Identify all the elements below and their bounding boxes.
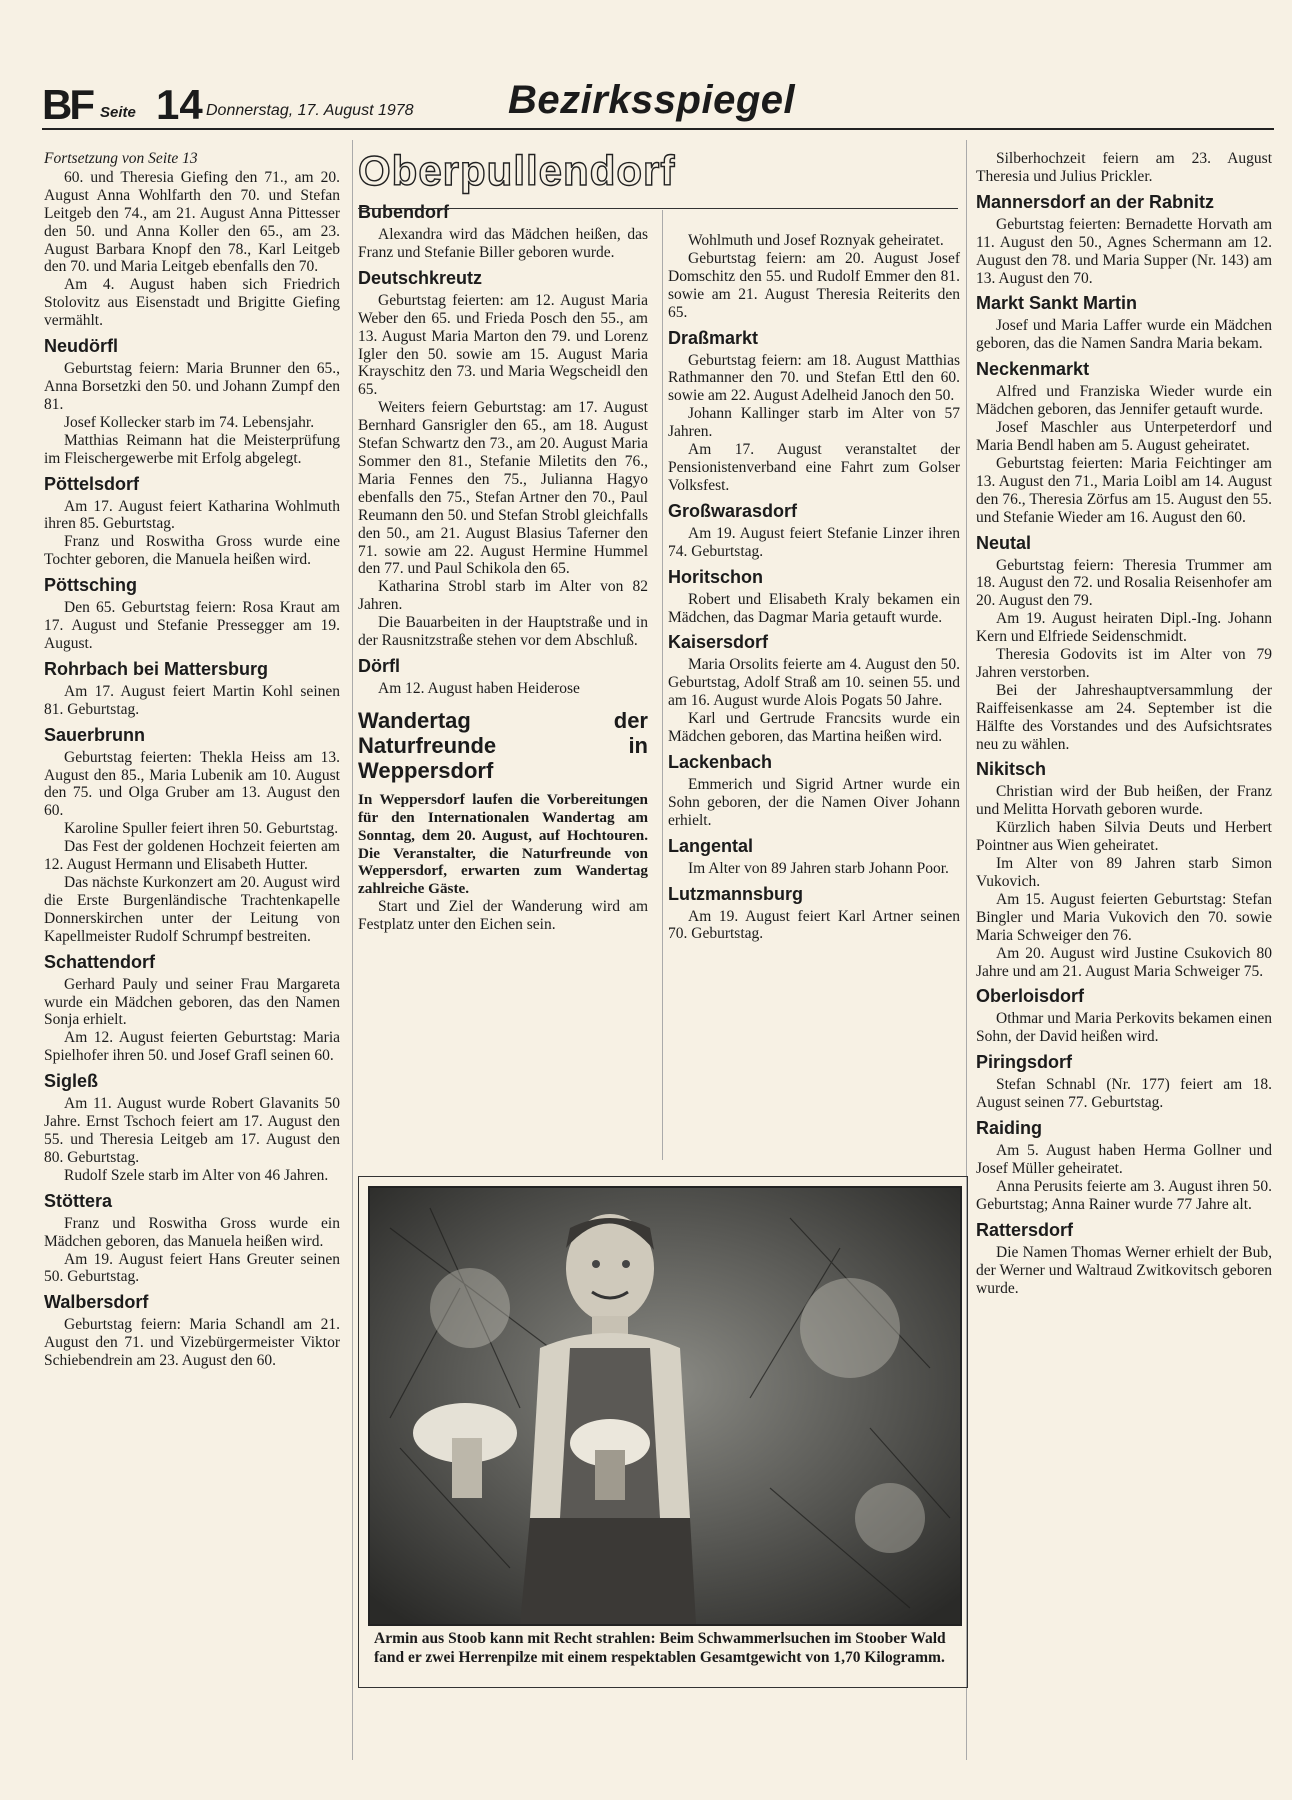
col2-sections	[358, 202, 648, 698]
paragraph: Christian wird der Bub heißen, der Franz und Melitta Horvath geboren wurde.	[976, 783, 1272, 819]
column-1	[44, 150, 340, 1370]
place-heading: Lutzmannsburg	[668, 883, 803, 904]
place-heading: Sigleß	[44, 1071, 99, 1092]
place-heading: Neudörfl	[44, 336, 118, 357]
col1-intro	[44, 169, 340, 330]
paragraph: Karl und Gertrude Francsits wurde ein Mädchen geboren, das Martina heißen wird.	[668, 710, 960, 746]
place-heading: Lackenbach	[668, 751, 773, 772]
place-heading: Dörfl	[358, 655, 400, 676]
paragraph: Den 65. Geburtstag feiern: Rosa Kraut am 17. August und Stefanie Pressegger am 19. August.	[44, 599, 340, 652]
paragraph: Am 20. August wird Justine Csukovich 80 Jahre und am 21. August Maria Schweiger 75.	[976, 944, 1272, 980]
paragraph: Robert und Elisabeth Kraly bekamen ein Mädchen, das Dagmar Maria getauft wurde.	[668, 590, 960, 626]
paragraph: Am 4. August haben sich Friedrich Stolovitz aus Eisenstadt und Brigitte Giefing vermählt.	[44, 276, 340, 330]
paragraph: Am 11. August wurde Robert Glavanits 50 Jahre. Ernst Tschoch feiert am 17. August den 55. und Theresia Leitgeb am 17. August den 80. Geburtstag.	[44, 1095, 340, 1166]
place-heading: Rattersdorf	[976, 1219, 1074, 1240]
place-heading: Raiding	[976, 1118, 1042, 1139]
issue-date: Donnerstag, 17. August 1978	[206, 102, 414, 119]
paragraph: Geburtstag feiern: am 18. August Matthias Rathmanner den 70. und Stefan Ettl den 60. sowie am 22. August Adelheid Janoch den 50.	[668, 351, 960, 405]
paragraph: Alfred und Franziska Wieder wurde ein Mädchen geboren, das Jennifer getauft wurde.	[976, 383, 1272, 419]
article-headline: Wandertag der Naturfreunde in Weppersdorf	[358, 707, 648, 783]
paragraph: Im Alter von 89 Jahren starb Johann Poor.	[688, 859, 949, 877]
place-heading: Rohrbach bei Mattersburg	[44, 658, 269, 679]
paragraph: Am 12. August feierten Geburtstag: Maria Spielhofer ihren 50. und Josef Grafl seinen 60.	[44, 1029, 340, 1065]
place-heading: Bubendorf	[358, 202, 449, 222]
section-title: Bezirksspiegel	[508, 78, 796, 122]
paragraph: Stefan Schnabl (Nr. 177) feiert am 18. August seinen 77. Geburtstag.	[976, 1076, 1272, 1112]
place-heading: Langental	[668, 835, 754, 856]
paragraph: Geburtstag feierten: Thekla Heiss am 13. August den 85., Maria Lubenik am 10. August den 75. und Olga Gruber am 13. August den 60.	[44, 748, 340, 820]
paragraph: Theresia Godovits ist im Alter von 79 Jahren verstorben.	[976, 646, 1272, 681]
paragraph: Das Fest der goldenen Hochzeit feierten am 12. August Hermann und Elisabeth Hutter.	[44, 838, 340, 874]
place-heading: Pöttsching	[44, 575, 137, 596]
paragraph: Othmar und Maria Perkovits bekamen einen Sohn, der David heißen wird.	[976, 1010, 1272, 1046]
place-heading: Neutal	[976, 532, 1032, 553]
paragraph: 60. und Theresia Giefing den 71., am 20. August Anna Wohlfarth den 70. und Stefan Leitgeb den 74., am 21. August Anna Pittesser den 50. und Anna Koller den 65., am 23. August Barbara Knopf den 78., Karl Leitgeb den 70. und Maria Leitgeb ebenfalls den 70.	[44, 168, 340, 276]
place-heading: Horitschon	[668, 566, 764, 587]
paragraph: Das nächste Kurkonzert am 20. August wird die Erste Burgenländische Trachtenkapelle Donnerskirchen unter der Leitung von Kapellmeister Rudolf Schrumpf bestreiten.	[44, 874, 340, 945]
photo-caption: Armin aus Stoob kann mit Recht strahlen: Beim Schwammerlsuchen im Stoober Wald fand er zwei Herrenpilze mit einem respektablen Gesamtgewicht von 1,70 Kilogramm.	[374, 1630, 946, 1666]
paragraph: Geburtstag feierten: am 12. August Maria Weber den 65. und Frieda Posch den 55., am 13. August Maria Marton den 79. und Lorenz Igler den 50. sowie am 15. August Maria Krayschitz den 73. und Maria Wegscheidl den 65.	[358, 291, 648, 399]
paragraph: Am 12. August haben Heiderose	[378, 679, 580, 697]
paragraph: Anna Perusits feierte am 3. August ihren 50. Geburtstag; Anna Rainer wurde 77 Jahre alt.	[976, 1177, 1272, 1213]
paragraph: Emmerich und Sigrid Artner wurde ein Sohn geboren, der die Namen Oiver Johann erhielt.	[668, 775, 960, 829]
paragraph: Rudolf Szele starb im Alter von 46 Jahren.	[64, 1166, 329, 1184]
paragraph: Katharina Strobl starb im Alter von 82 Jahren.	[358, 578, 648, 614]
place-heading: Sauerbrunn	[44, 724, 146, 745]
col1-sections	[44, 336, 340, 1370]
paragraph: Geburtstag feierten: Bernadette Horvath am 11. August den 50., Agnes Schermann am 12. August den 78. und Maria Supper (Nr. 143) am 13. August den 70.	[976, 215, 1272, 287]
paragraph: Im Alter von 89 Jahren starb Simon Vukovich.	[976, 855, 1272, 890]
place-heading: Walbersdorf	[44, 1292, 149, 1313]
region-title-rule	[358, 208, 958, 209]
article-lead: In Weppersdorf laufen die Vorbereitungen für den Internationalen Wandertag am Sonntag, dem 20. August, auf Hochtouren. Die Veranstalter, die Naturfreunde von Weppersdorf, erwarten zum Wandertag zahlreiche Gäste.	[358, 790, 648, 898]
paragraph: Johann Kallinger starb im Alter von 57 Jahren.	[668, 405, 960, 441]
paragraph: Die Bauarbeiten in der Hauptstraße und in der Rausnitzstraße stehen vor dem Abschluß.	[358, 614, 648, 650]
place-heading: Schattendorf	[44, 951, 156, 972]
paragraph: Die Namen Thomas Werner erhielt der Bub, der Werner und Waltraud Zwitkovitsch geboren wurde.	[976, 1243, 1272, 1297]
col4-sections	[976, 192, 1272, 1298]
paragraph: Matthias Reimann hat die Meisterprüfung im Fleischergewerbe mit Erfolg abgelegt.	[44, 431, 340, 467]
page-header	[42, 78, 1274, 130]
place-heading: Deutschkreutz	[358, 267, 483, 288]
article-body: Start und Ziel der Wanderung wird am Festplatz unter den Eichen sein.	[358, 898, 648, 934]
place-heading: Stöttera	[44, 1190, 113, 1211]
paragraph: Silberhochzeit feiern am 23. August Theresia und Julius Prickler.	[976, 150, 1272, 185]
paragraph: Geburtstag feierten: Maria Feichtinger am 13. August den 71., Maria Loibl am 14. August den 76., Theresia Zörfus am 15. August den 55. und Stefanie Wieder am 16. August den 60.	[976, 454, 1272, 526]
place-heading: Nikitsch	[976, 759, 1047, 780]
paragraph: Am 5. August haben Herma Gollner und Josef Müller geheiratet.	[976, 1142, 1272, 1177]
place-heading: Großwarasdorf	[668, 500, 798, 521]
place-heading: Draßmarkt	[668, 327, 759, 348]
paragraph: Am 19. August feiert Stefanie Linzer ihren 74. Geburtstag.	[668, 524, 960, 560]
paragraph: Am 19. August heiraten Dipl.-Ing. Johann Kern und Elfriede Seidenschmidt.	[976, 610, 1272, 646]
column-3	[668, 232, 960, 943]
photo-boy-with-mushrooms	[368, 1186, 962, 1626]
column-4	[976, 150, 1272, 1297]
paragraph: Maria Orsolits feierte am 4. August den 50. Geburtstag, Adolf Straß am 10. seinen 55. und am 16. August wurde Alois Pogats 50 Jahre.	[668, 656, 960, 710]
paragraph: Alexandra wird das Mädchen heißen, das Franz und Stefanie Biller geboren wurde.	[358, 226, 648, 261]
column-divider	[352, 140, 353, 1760]
page-label: Seite	[100, 104, 136, 121]
paragraph: Franz und Roswitha Gross wurde eine Tochter geboren, die Manuela heißen wird.	[44, 533, 340, 569]
continuation-note: Fortsetzung von Seite 13	[44, 150, 198, 167]
page-number: 14	[156, 81, 203, 128]
paragraph: Gerhard Pauly und seiner Frau Margareta wurde ein Mädchen geboren, das den Namen Sonja erhielt.	[44, 975, 340, 1029]
col3-sections	[668, 328, 960, 944]
paragraph: Am 17. August feiert Katharina Wohlmuth ihren 85. Geburtstag.	[44, 497, 340, 533]
paragraph: Geburtstag feiern: Maria Brunner den 65., Anna Borsetzki den 50. und Johann Zumpf den 81.	[44, 360, 340, 413]
place-heading: Kaisersdorf	[668, 632, 769, 653]
paragraph: Franz und Roswitha Gross wurde ein Mädchen geboren, das Manuela heißen wird.	[44, 1214, 340, 1250]
place-heading: Markt Sankt Martin	[976, 293, 1138, 314]
column-2	[358, 146, 676, 934]
paragraph: Josef Maschler aus Unterpeterdorf und Maria Bendl haben am 5. August geheiratet.	[976, 419, 1272, 454]
paragraph: Weiters feiern Geburtstag: am 17. August Bernhard Gansrigler den 65., am 18. August Stefan Schwartz den 73., am 20. August Maria Sommer den 81., Stefanie Miletits den 76., Maria Fennes den 75., Julianna Hagyo ebenfalls den 75., Stefan Artner den 70., Paul Reumann den 50. und Stefan Strobl gleichfalls den 50., am 21. August Blasius Taferner den 71. sowie am 22. August Hermine Hummel den 77. und Paul Schikola den 65.	[358, 399, 648, 578]
paragraph: Wohlmuth und Josef Roznyak geheiratet.	[688, 232, 944, 249]
column-divider	[662, 210, 663, 1160]
paragraph: Bei der Jahreshauptversammlung der Raiffeisenkasse am 24. September ist die Hälfte des Vorstandes und des Aufsichtsrates neu zu wählen.	[976, 681, 1272, 753]
paragraph: Josef Kollecker starb im 74. Lebensjahr.	[64, 413, 315, 431]
paragraph: Kürzlich haben Silvia Deuts und Herbert Pointner aus Wien geheiratet.	[976, 819, 1272, 855]
region-title: Oberpullendorf	[358, 147, 676, 194]
place-heading: Piringsdorf	[976, 1052, 1073, 1073]
newspaper-logo: BF	[42, 81, 92, 128]
place-heading: Pöttelsdorf	[44, 473, 140, 494]
paragraph: Geburtstag feiern: am 20. August Josef Domschitz den 55. und Rudolf Emmer den 81. sowie am 21. August Theresia Reiterits den 65.	[668, 249, 960, 321]
col4-intro	[976, 150, 1272, 186]
paragraph: Am 17. August veranstaltet der Pensionistenverband eine Fahrt zum Golser Volksfest.	[668, 441, 960, 494]
paragraph: Am 17. August feiert Martin Kohl seinen 81. Geburtstag.	[44, 682, 340, 718]
paragraph: Am 19. August feiert Hans Greuter seinen 50. Geburtstag.	[44, 1250, 340, 1286]
paragraph: Geburtstag feiern: Maria Schandl am 21. August den 71. und Vizebürgermeister Viktor Schiebendrein am 23. August den 60.	[44, 1316, 340, 1370]
place-heading: Oberloisdorf	[976, 986, 1085, 1007]
place-heading: Mannersdorf an der Rabnitz	[976, 191, 1215, 212]
paragraph: Am 19. August feiert Karl Artner seinen 70. Geburtstag.	[668, 907, 960, 943]
paragraph: Karoline Spuller feiert ihren 50. Geburtstag.	[64, 820, 339, 838]
paragraph: Am 15. August feierten Geburtstag: Stefan Bingler und Maria Vukovich den 70. sowie Maria Schweiger den 76.	[976, 890, 1272, 944]
paragraph: Josef und Maria Laffer wurde ein Mädchen geboren, das die Namen Sandra Maria bekam.	[976, 317, 1272, 353]
paragraph: Geburtstag feiern: Theresia Trummer am 18. August den 72. und Rosalia Reisenhofer am 20. August den 79.	[976, 556, 1272, 610]
col3-intro	[668, 232, 960, 322]
place-heading: Neckenmarkt	[976, 359, 1090, 380]
